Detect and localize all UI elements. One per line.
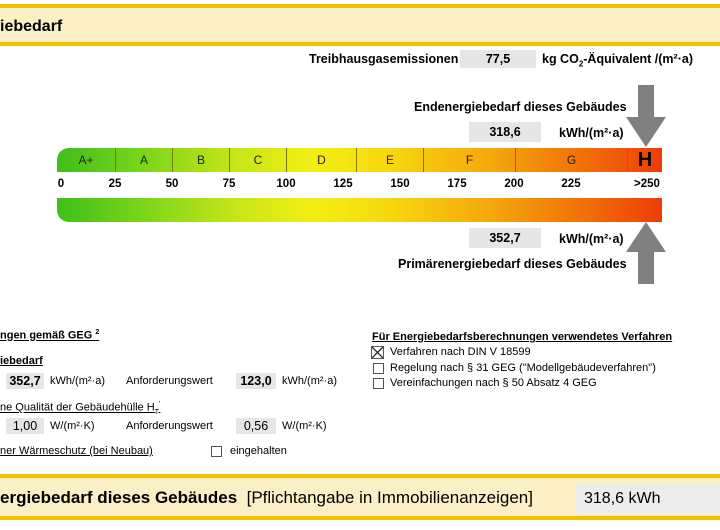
- section-title: iebedarf: [0, 18, 63, 35]
- energy-scale-top: [57, 148, 662, 172]
- method-option: Regelung nach § 31 GEG ("Modellgebäudeverfahren"): [390, 362, 656, 374]
- tick-label: 150: [390, 178, 410, 190]
- primaer-value: 352,7: [469, 228, 541, 248]
- tick-label: 200: [504, 178, 524, 190]
- waermeschutz-check-label: eingehalten: [230, 445, 287, 457]
- tick-label: 175: [447, 178, 467, 190]
- energy-scale-bottom: [57, 198, 662, 222]
- waermeschutz-checkbox[interactable]: [211, 446, 222, 457]
- footer-text: ergiebedarf dieses Gebäudes [Pflichtangabe in Immobilienanzeigen]: [0, 488, 533, 507]
- endenergie-value: 318,6: [469, 122, 541, 142]
- method-option: Vereinfachungen nach § 50 Absatz 4 GEG: [390, 377, 597, 389]
- tick-label: 100: [276, 178, 296, 190]
- huelle-req-unit: W/(m²·K): [282, 420, 327, 432]
- class-label: B: [172, 148, 229, 172]
- section-header: [0, 4, 720, 46]
- emissions-value: 77,5: [460, 50, 536, 68]
- waermeschutz-label: ner Wärmeschutz (bei Neubau): [0, 445, 153, 457]
- tick-label: 0: [57, 178, 65, 190]
- huelle-actual-value: 1,00: [6, 418, 44, 434]
- huelle-actual-unit: W/(m²·K): [50, 420, 95, 432]
- class-label: E: [356, 148, 423, 172]
- primaer-unit: kWh/(m²·a): [559, 232, 624, 246]
- method-option: Verfahren nach DIN V 18599: [390, 346, 531, 358]
- class-label: D: [286, 148, 356, 172]
- method-checkbox[interactable]: [373, 363, 384, 374]
- endenergie-label: Endenergiebedarf dieses Gebäudes: [414, 100, 627, 114]
- class-label-h: H: [627, 148, 662, 172]
- method-checkbox-checked[interactable]: [371, 346, 384, 359]
- footer-band: [0, 474, 720, 520]
- arrow-up-icon: [626, 222, 666, 284]
- method-heading: Für Energiebedarfsberechnungen verwendetes Verfahren: [372, 331, 673, 343]
- class-label: G: [515, 148, 627, 172]
- method-checkbox[interactable]: [373, 378, 384, 389]
- primaer-label: Primärenergiebedarf dieses Gebäudes: [398, 257, 627, 271]
- tick-label: 50: [165, 178, 179, 190]
- endenergie-unit: kWh/(m²·a): [559, 126, 624, 140]
- emissions-label: Treibhausgasemissionen: [309, 52, 459, 66]
- footer-value: 318,6 kWh: [576, 484, 720, 514]
- huelle-heading: ne Qualität der Gebäudehülle $H_T'$: [0, 401, 161, 416]
- class-label: C: [229, 148, 286, 172]
- tick-label: 125: [333, 178, 353, 190]
- tick-label: 25: [108, 178, 122, 190]
- primaer-actual-unit: kWh/(m²·a): [50, 375, 105, 387]
- check-cross-icon: [372, 347, 383, 358]
- class-label: A: [115, 148, 172, 172]
- tick-label: 75: [222, 178, 236, 190]
- primaer-actual-value: 352,7: [6, 373, 44, 389]
- emissions-unit: kg $CO_2$-Äquivalent /(m²·a): [542, 52, 693, 69]
- primaer-req-unit: kWh/(m²·a): [282, 375, 337, 387]
- class-label: F: [423, 148, 515, 172]
- primaer-req-heading: iebedarf: [0, 355, 43, 367]
- huelle-req-value: 0,56: [236, 418, 276, 434]
- arrow-down-icon: [626, 85, 666, 147]
- primaer-req-label: Anforderungswert: [126, 375, 213, 387]
- requirements-heading: ngen gemäß GEG $^2$: [0, 329, 100, 342]
- class-label: A+: [78, 153, 94, 167]
- tick-label: >250: [634, 178, 660, 190]
- tick-label: 225: [561, 178, 581, 190]
- primaer-req-value: 123,0: [236, 373, 276, 389]
- huelle-req-label: Anforderungswert: [126, 420, 213, 432]
